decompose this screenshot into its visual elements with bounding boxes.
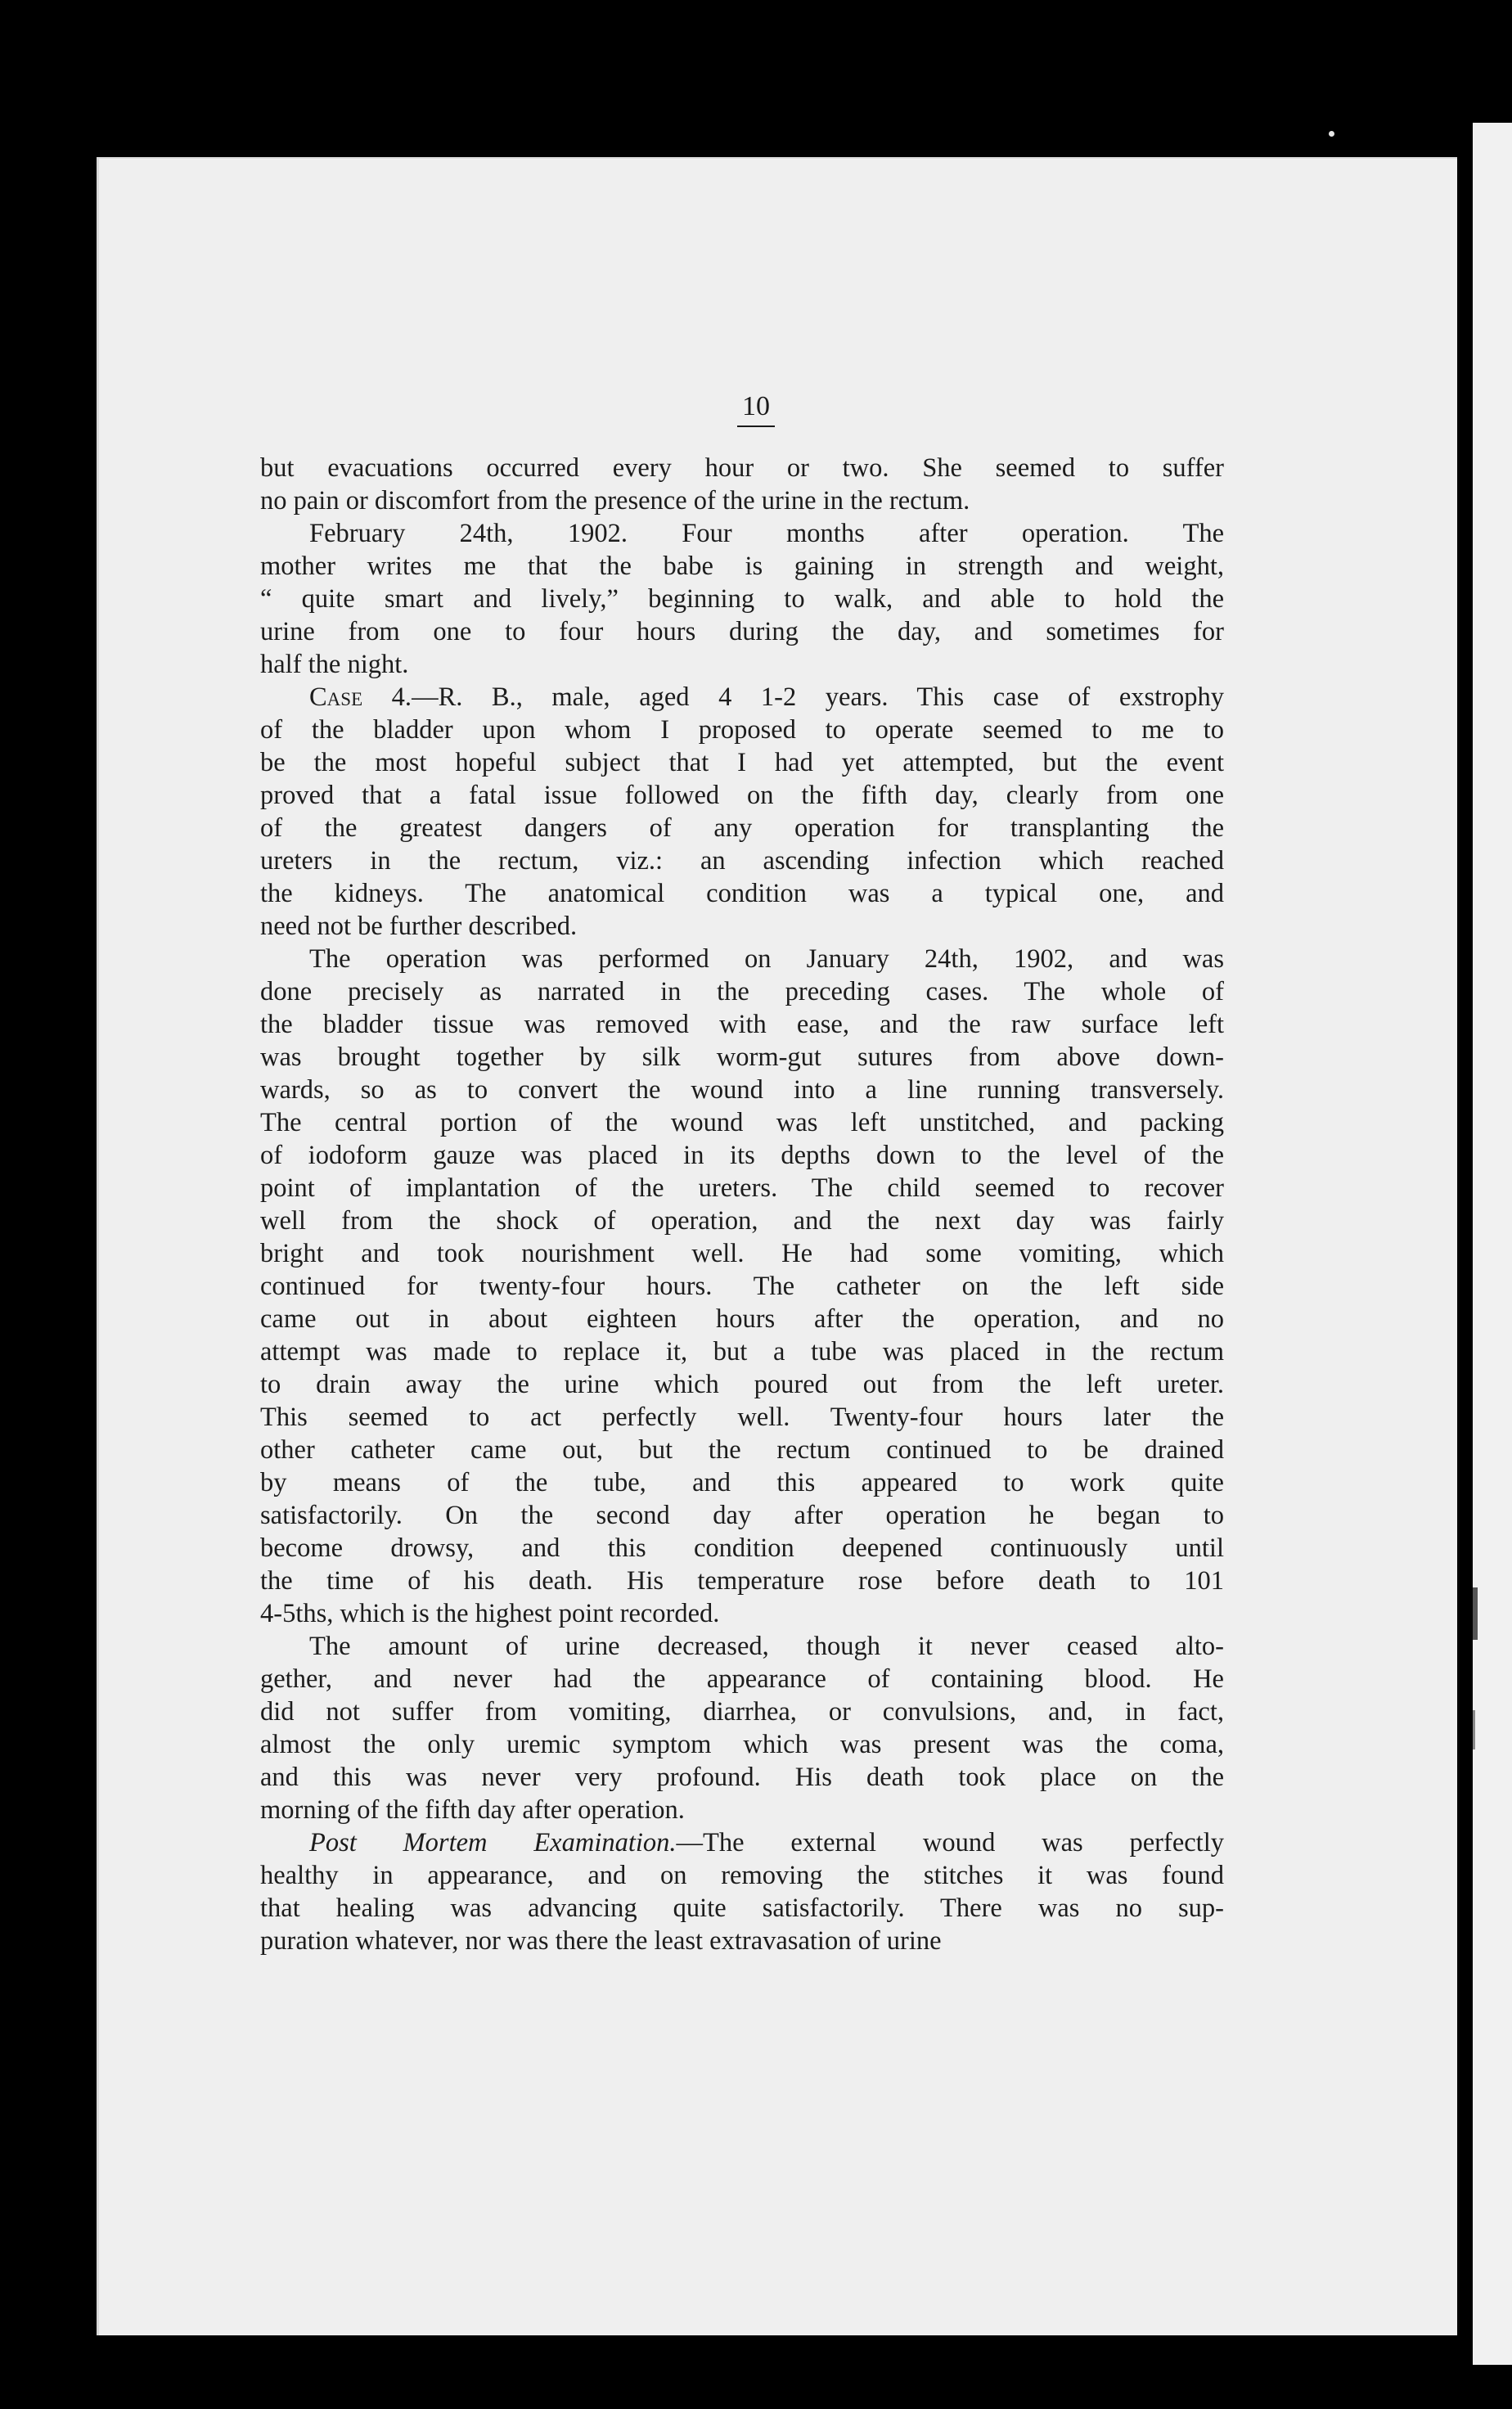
text-line: become drowsy, and this condition deepened continuously until [260, 1533, 1224, 1563]
text-line: puration whatever, nor was there the least extravasation of urine [260, 1926, 942, 1956]
text-line: well from the shock of operation, and the next day was fairly [260, 1206, 1224, 1236]
text-line: came out in about eighteen hours after the operation, and no [260, 1304, 1224, 1334]
text-line: The central portion of the wound was left unstitched, and packing [260, 1108, 1224, 1137]
text-line [260, 1826, 1224, 1859]
text-line: This seemed to act perfectly well. Twenty-four hours later the [260, 1403, 1224, 1432]
text-line: proved that a fatal issue followed on the fifth day, clearly from one [260, 781, 1224, 810]
text-line: be the most hopeful subject that I had yet attempted, but the event [260, 748, 1224, 777]
page-number-text: 10 [737, 391, 775, 427]
text-line: bright and took nourishment well. He had some vomiting, which [260, 1239, 1224, 1268]
text-line: done precisely as narrated in the preceding cases. The whole of [260, 977, 1224, 1006]
paragraph [260, 681, 1224, 943]
paragraph [260, 1630, 1224, 1826]
text-line: healthy in appearance, and on removing the stitches it was found [260, 1861, 1224, 1890]
text-line: “ quite smart and lively,” beginning to walk, and able to hold the [260, 584, 1224, 614]
text-line-rest: —The external wound was perfectly [676, 1828, 1224, 1857]
text-line [260, 681, 1224, 714]
text-line: continued for twenty-four hours. The catheter on the left side [260, 1272, 1224, 1301]
text-line: 4-5ths, which is the highest point recorded. [260, 1599, 720, 1628]
paragraph [260, 452, 1224, 517]
text-line: of the bladder upon whom I proposed to operate seemed to me to [260, 715, 1224, 745]
paragraph [260, 943, 1224, 1630]
text-line: wards, so as to convert the wound into a line running transversely. [260, 1075, 1224, 1105]
page-number [0, 391, 1512, 427]
text-line: the bladder tissue was removed with ease, and the raw surface left [260, 1010, 1224, 1039]
text-line: The operation was performed on January 24th, 1902, and was [309, 944, 1224, 974]
text-line: gether, and never had the appearance of containing blood. He [260, 1664, 1224, 1694]
text-line: other catheter came out, but the rectum continued to be drained [260, 1435, 1224, 1465]
edge-mark-upper [1473, 1587, 1478, 1640]
text-line: by means of the tube, and this appeared to work quite [260, 1468, 1224, 1497]
text-line: almost the only uremic symptom which was present was the coma, [260, 1730, 1224, 1759]
case-heading: Case 4. [309, 682, 412, 712]
text-line: need not be further described. [260, 912, 578, 941]
text-line: The amount of urine decreased, though it never ceased alto- [309, 1632, 1224, 1661]
text-line: was brought together by silk worm-gut sutures from above down- [260, 1042, 1224, 1072]
adjacent-page-edge [1473, 123, 1512, 2365]
text-line: to drain away the urine which poured out from the left ureter. [260, 1370, 1224, 1399]
text-line-rest: —R. B., male, aged 4 1-2 years. This case of exstrophy [412, 682, 1224, 712]
text-line: of iodoform gauze was placed in its depths down to the level of the [260, 1141, 1224, 1170]
text-line: morning of the fifth day after operation. [260, 1795, 685, 1825]
text-line: ureters in the rectum, viz.: an ascending infection which reached [260, 846, 1224, 876]
paragraph [260, 1826, 1224, 1957]
text-line: did not suffer from vomiting, diarrhea, or convulsions, and, in fact, [260, 1697, 1224, 1727]
edge-mark-lower [1473, 1710, 1475, 1749]
body-text [260, 452, 1224, 1957]
text-line: and this was never very profound. His death took place on the [260, 1763, 1224, 1792]
text-line: but evacuations occurred every hour or two. She seemed to suffer [260, 453, 1224, 483]
text-line: the kidneys. The anatomical condition was a typical one, and [260, 879, 1224, 908]
text-line: February 24th, 1902. Four months after operation. The [309, 519, 1224, 548]
text-line: of the greatest dangers of any operation for transplanting the [260, 813, 1224, 843]
text-line: that healing was advancing quite satisfactorily. There was no sup- [260, 1893, 1224, 1923]
paragraph [260, 517, 1224, 681]
text-line: urine from one to four hours during the day, and sometimes for [260, 617, 1224, 646]
text-line: point of implantation of the ureters. The child seemed to recover [260, 1173, 1224, 1203]
section-heading: Post Mortem Examination. [309, 1828, 677, 1857]
text-line: satisfactorily. On the second day after operation he began to [260, 1501, 1224, 1530]
text-line: attempt was made to replace it, but a tube was placed in the rectum [260, 1337, 1224, 1367]
text-line: half the night. [260, 650, 409, 679]
text-line: mother writes me that the babe is gaining in strength and weight, [260, 552, 1224, 581]
text-line: the time of his death. His temperature rose before death to 101 [260, 1566, 1224, 1596]
text-line: no pain or discomfort from the presence of the urine in the rectum. [260, 486, 970, 516]
scan-speck [1329, 131, 1334, 137]
